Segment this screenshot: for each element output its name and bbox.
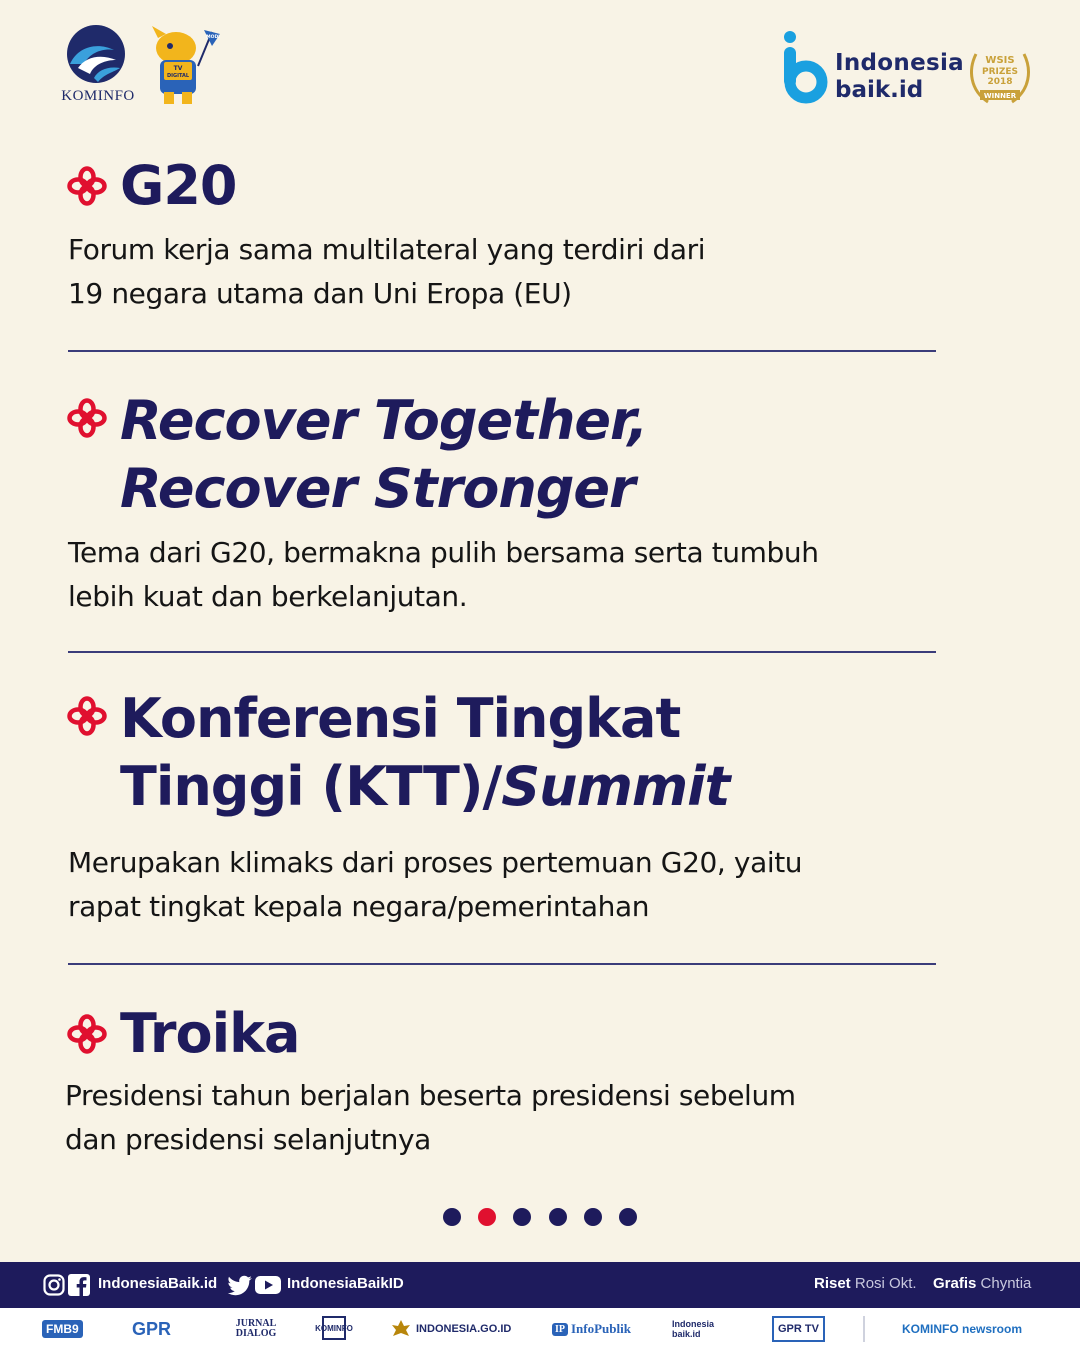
svg-text:TV: TV: [173, 65, 183, 72]
partner-logo-gpr: GPR: [132, 1318, 172, 1339]
partner-logo-jurnal-dialog: JURNAL DIALOG: [235, 1318, 277, 1339]
section-description-line-1: Tema dari G20, bermakna pulih bersama serta tumbuh: [68, 536, 819, 569]
indonesiabaik-mark-icon: [782, 30, 828, 104]
partner-logos-bar: [0, 1308, 1080, 1350]
facebook-icon[interactable]: [68, 1274, 90, 1296]
partner-logo-indonesia-go-id: INDONESIA.GO.ID: [390, 1316, 511, 1342]
youtube-icon[interactable]: [255, 1274, 281, 1296]
title-italic-part: Summit: [501, 755, 730, 818]
section-title: Troika: [120, 1002, 300, 1065]
section-title: G20: [120, 154, 237, 217]
svg-text:MODI: MODI: [206, 35, 220, 40]
divider: [68, 651, 936, 653]
partner-logo-kominfo-newsroom: KOMINFO newsroom: [902, 1321, 1023, 1336]
flower-bullet-icon: [68, 1015, 106, 1053]
partner-divider: [863, 1316, 865, 1342]
award-line-2: PRIZES: [981, 67, 1019, 77]
divider: [68, 963, 936, 965]
brand-line-1: Indonesia: [835, 50, 964, 76]
section-description-line-2: dan presidensi selanjutnya: [65, 1123, 431, 1156]
flower-bullet-icon: [68, 399, 106, 437]
header: [0, 0, 1080, 130]
grafis-credit: [933, 1275, 1031, 1292]
section-troika: [65, 998, 968, 1168]
partner-logo-kominfo: KOMINFO: [322, 1316, 346, 1340]
section-title-line-2: [120, 753, 729, 821]
kominfo-logo: [58, 24, 138, 108]
carousel-pagination: [443, 1208, 643, 1226]
flower-bullet-icon: [68, 697, 106, 735]
pagination-dot[interactable]: [443, 1208, 461, 1226]
section-title-line-2: Recover Stronger: [120, 457, 635, 520]
instagram-facebook-handle[interactable]: IndonesiaBaik.id: [98, 1275, 218, 1292]
pagination-dot[interactable]: [513, 1208, 531, 1226]
partner-logo-gpr-tv: GPR TV: [772, 1316, 825, 1342]
brand-line-2: baik.id: [835, 77, 924, 103]
grafis-name: Chyntia: [980, 1275, 1032, 1292]
wsis-award-badge-icon: [966, 46, 1034, 108]
partner-logo-indonesiabaik: Indonesia baik.id: [672, 1319, 715, 1339]
section-recover-theme: [68, 385, 968, 625]
section-description-line-1: Merupakan klimaks dari proses pertemuan G20, yaitu: [68, 846, 803, 879]
section-title-line-1: Recover Together,: [120, 389, 648, 452]
pagination-dot[interactable]: [549, 1208, 567, 1226]
award-line-3: 2018: [987, 77, 1013, 87]
section-description-line-2: 19 negara utama dan Uni Eropa (EU): [68, 277, 572, 310]
grafis-label: Grafis: [933, 1275, 977, 1292]
section-ktt-summit: [68, 683, 968, 933]
svg-text:DIGITAL: DIGITAL: [166, 73, 190, 79]
indonesiabaik-logo: [782, 30, 967, 105]
section-description-line-2: lebih kuat dan berkelanjutan.: [68, 580, 468, 613]
award-line-4: WINNER: [983, 92, 1017, 100]
instagram-icon[interactable]: [43, 1274, 65, 1296]
title-normal-part: Tinggi (KTT)/: [120, 755, 502, 818]
partner-logo-fmb9: FMB9: [42, 1316, 83, 1342]
section-title-line-1: Konferensi Tingkat: [120, 687, 681, 750]
twitter-icon[interactable]: [228, 1274, 252, 1296]
kominfo-emblem-icon: [64, 24, 128, 86]
pagination-dot-active[interactable]: [478, 1208, 496, 1226]
pagination-dot[interactable]: [584, 1208, 602, 1226]
garuda-emblem-icon: [390, 1318, 412, 1340]
riset-credit: [814, 1275, 917, 1292]
twitter-youtube-handle[interactable]: IndonesiaBaikID: [287, 1275, 404, 1292]
section-description-line-2: rapat tingkat kepala negara/pemerintahan: [68, 890, 650, 923]
partner-logo-infopublik: IP InfoPublik: [552, 1316, 631, 1342]
divider: [68, 350, 936, 352]
section-g20: [68, 150, 968, 320]
riset-name: Rosi Okt.: [854, 1275, 917, 1292]
flower-bullet-icon: [68, 167, 106, 205]
footer-bar: [0, 1262, 1080, 1308]
award-line-1: WSIS: [985, 55, 1015, 66]
modi-mascot-icon: [146, 26, 220, 106]
section-description-line-1: Presidensi tahun berjalan beserta presidensi sebelum: [65, 1079, 796, 1112]
section-description-line-1: Forum kerja sama multilateral yang terdiri dari: [68, 233, 706, 266]
kominfo-label: KOMINFO: [61, 88, 135, 104]
riset-label: Riset: [814, 1275, 851, 1292]
pagination-dot[interactable]: [619, 1208, 637, 1226]
